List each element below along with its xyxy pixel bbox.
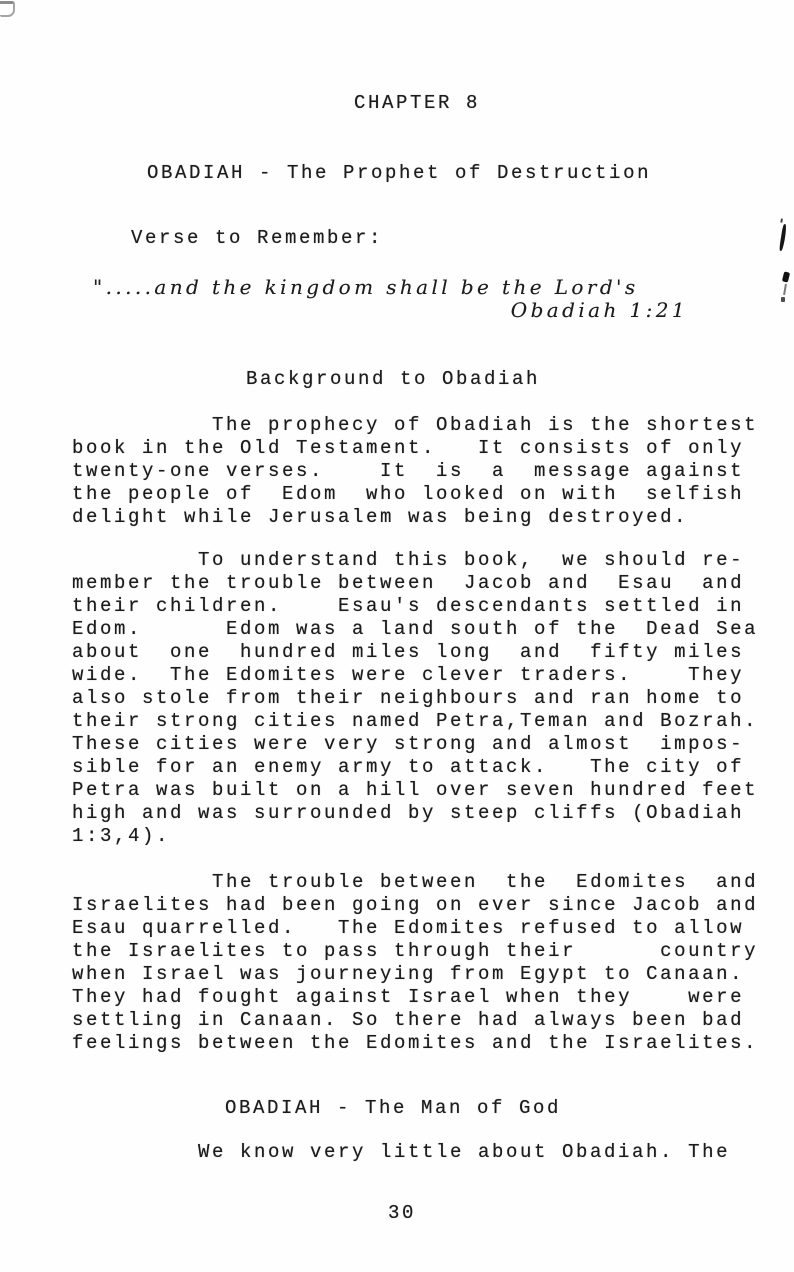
text-line: delight while Jerusalem was being destroyed. [72,506,689,528]
verse-to-remember-label: Verse to Remember: [131,227,384,249]
text-line: They had fought against Israel when they were [72,986,745,1008]
page-number: 30 [388,1202,417,1224]
text-line: settling in Canaan. So there had always been bad [72,1009,745,1031]
text-line: Edom. Edom was a land south of the Dead Sea [72,618,759,640]
paragraph-2 [72,549,758,848]
text-line: when Israel was journeying from Egypt to Canaan. [72,963,745,985]
text-line: the people of Edom who looked on with selfish [72,483,745,505]
text-line: also stole from their neighbours and ran home to [72,687,745,709]
text-line: The prophecy of Obadiah is the shortest [72,414,759,436]
scan-artifact-ink-stroke [779,224,787,251]
text-line: twenty-one verses. It is a message against [72,460,745,482]
scan-artifact-ink-splash-mid [783,284,787,295]
closing-paragraph-line: We know very little about Obadiah. The [198,1141,731,1163]
text-line: These cities were very strong and almost impos- [72,733,745,755]
scan-artifact-top-left [0,1,15,17]
text-line: high and was surrounded by steep cliffs (Obadiah [72,802,745,824]
text-line: Israelites had been going on ever since Jacob and [72,894,759,916]
verse-quote-text: ".....and the kingdom shall be the Lord's [93,275,639,299]
text-line: feelings between the Edomites and the Israelites. [72,1032,759,1054]
text-line: 1:3,4). [72,825,171,847]
section-heading-background: Background to Obadiah [246,368,541,390]
section-heading-man-of-god: OBADIAH - The Man of God [225,1097,562,1119]
text-line: book in the Old Testament. It consists of only [72,437,745,459]
chapter-heading: CHAPTER 8 [354,92,481,114]
text-line: about one hundred miles long and fifty miles [72,641,745,663]
paragraph-1 [72,414,758,529]
text-line: wide. The Edomites were clever traders. They [72,664,745,686]
scan-artifact-ink-splash-top [782,271,790,282]
text-line: Petra was built on a hill over seven hundred feet [72,779,759,801]
text-line: their strong cities named Petra,Teman and Bozrah. [72,710,759,732]
text-line: Esau quarrelled. The Edomites refused to allow [72,917,745,939]
paragraph-3 [72,871,758,1055]
page-title: OBADIAH - The Prophet of Destruction [147,162,652,184]
verse-quote-reference: Obadiah 1:21 [510,298,688,322]
text-line: sible for an enemy army to attack. The city of [72,756,745,778]
text-line: To understand this book, we should re- [72,549,745,571]
scan-artifact-ink-splash-dot [781,297,785,302]
text-line: their children. Esau's descendants settled in [72,595,745,617]
text-line: The trouble between the Edomites and [72,871,759,893]
text-line: the Israelites to pass through their country [72,940,759,962]
text-line: member the trouble between Jacob and Esau and [72,572,745,594]
